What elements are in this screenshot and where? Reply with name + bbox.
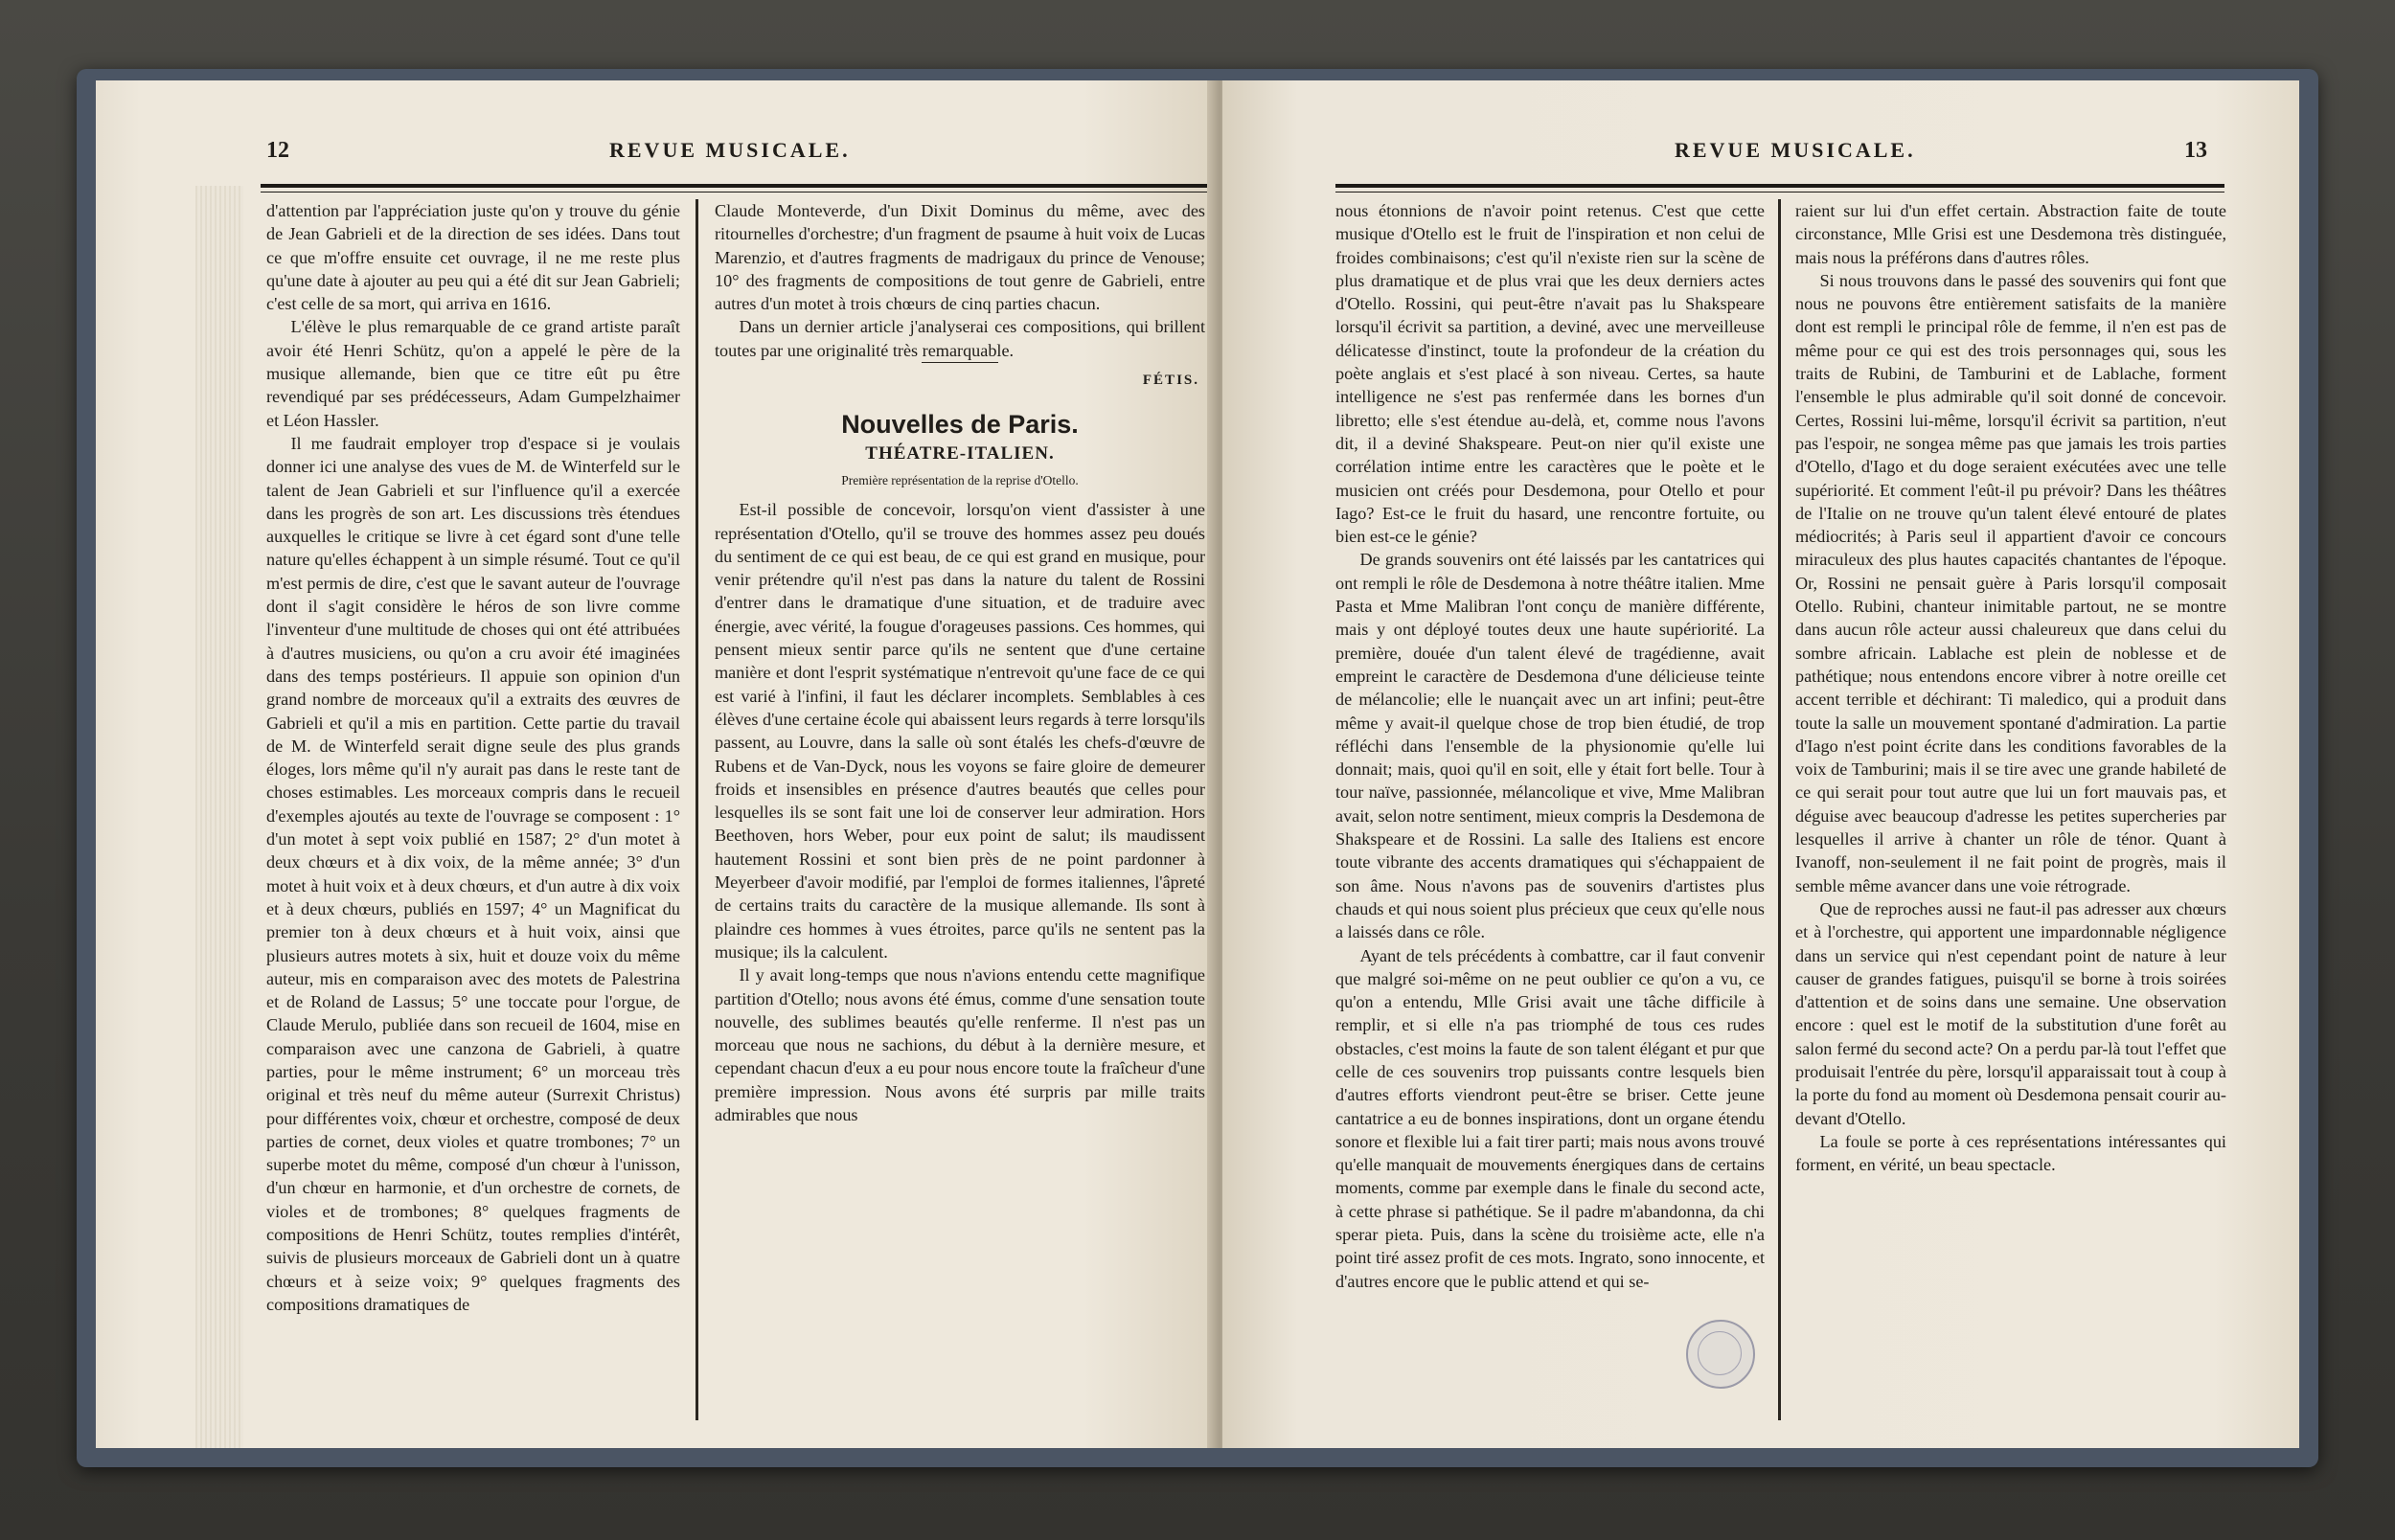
paragraph: Ayant de tels précédents à combattre, car il faut convenir que malgré soi-même on ne peut oublier ce qu'on a vu, ce qu'on a entendu, Mlle Grisi avait une tâche difficile à remplir, et si elle n'a pas triomphé de tous ces rudes obstacles, c'est moins la faute de son talent élégant et pur que celle de ces souvenirs trop puissants contre lesquels bien d'autres efforts viendront peut-être se briser. Cette jeune cantatrice a eu de bonnes inspirations, dont un organe étendu sonore et flexible lui a fait tirer parti; mais nous avons trouvé qu'elle manquait de mouvements énergiques dans de certains moments, comme par exemple dans le finale du second acte, à cette phrase si pathétique. Se il padre m'abandonna, da chi sperar pieta. Puis, dans la scène du troisième acte, elle n'a point tiré assez profit de ces mots. Ingrato, sono innocente, et d'autres encore que le public attend et qui se-: [1335, 945, 1765, 1291]
paragraph: Il y avait long-temps que nous n'avions entendu cette magnifique partition d'Otello; nous avons été émus, comme d'une sensation toute nouvelle, des sublimes beautés qu'elle renferme. Il n'est pas un morceau que nous ne sachions, du début à la dernière mesure, et cependant chacun d'eux a eu pour nous encore toute la fraîcheur d'une première impression. Nous avons été surpris par mille traits admirables que nous: [715, 965, 1205, 1124]
left-running-title: REVUE MUSICALE.: [609, 138, 851, 162]
left-page: [96, 80, 1217, 1448]
left-column-2: [715, 199, 1205, 1126]
paragraph: raient sur lui d'un effet certain. Abstraction faite de toute circonstance, Mlle Grisi est une Desdemona très distinguée, mais nous la préférons dans d'autres rôles.: [1795, 201, 2226, 267]
library-stamp: [1686, 1320, 1755, 1389]
left-column-1: [266, 199, 680, 1316]
right-column-rule: [1778, 199, 1781, 1420]
left-running-head: [96, 138, 1217, 176]
paragraph: La foule se porte à ces représentations intéressantes qui forment, en vérité, un beau spectacle.: [1795, 1131, 2226, 1175]
left-column-rule: [696, 199, 698, 1420]
section-subtitle: THÉATRE-ITALIEN.: [865, 442, 1055, 464]
paragraph: Si nous trouvons dans le passé des souvenirs qui font que nous ne pouvons être entièrement satisfaits de la manière dont est rempli le principal rôle de femme, il n'en est pas de même pour ce qui est des trois personnages qui, sous les traits de Rubini, de Tamburini et de Lablache, forment l'ensemble le plus admirable qu'il soit donné de concevoir. Certes, Rossini lui-même, lorsqu'il écrivit sa partition, n'eut pas l'espoir, ne songea même pas que jamais les trois parties d'Otello, d'Iago et du doge seraient exécutées avec une telle supériorité. Et comment l'eût-il pu prévoir? Dans les théâtres de l'Italie on ne trouve qu'un talent élevé entouré de plates médiocrités; à Paris seul il appartient d'avoir ce concours miraculeux des plus hautes capacités chantantes de l'époque. Or, Rossini ne pensait guère à Paris lorsqu'il composait Otello. Rubini, chanteur inimitable partout, ne se montre dans aucun rôle acteur aussi chaleureux que dans celui du sombre africain. Lablache est plein de noblesse et de pathétique; nous entendons encore vibrer à notre oreille cet accent terrible et déchirant: Ti maledico, qui a produit dans toute la salle un mouvement spontané d'admiration. La partie d'Iago n'est point écrite dans les conditions favorables de la voix de Tamburini; mais il se tire avec une grande habileté de ce qui serait pour tout autre que lui un fort mauvais pas, et déguise avec beaucoup d'adresse les petites supercheries par lesquelles il arrive à chanter un rôle de ténor. Quant à Ivanoff, non-seulement il ne fait point de progrès, mais il semble même avancer dans une voie rétrograde.: [1795, 270, 2226, 895]
paragraph: d'attention par l'appréciation juste qu'on y trouve du génie de Jean Gabrieli et de la direction de ses idées. Dans tout ce que m'offre ensuite cet ouvrage, il ne me reste plus qu'une date à ajouter au peu qui a été dit sur Jean Gabrieli; c'est celle de sa mort, qui arriva en 1616.: [266, 201, 680, 314]
paragraph: De grands souvenirs ont été laissés par les cantatrices qui ont rempli le rôle de Desdemona à notre théâtre italien. Mme Pasta et Mme Malibran l'ont conçu de manière différente, mais y ont déployé toutes deux une haute supériorité. La première, douée d'un talent élevé de tragédienne, avait empreint le caractère de Desdemona d'une délicieuse teinte de mélancolie; elle le nuançait avec un art infini; peut-être même y avait-il quelque chose de trop bien étudié, de trop réfléchi dans l'ensemble de la physionomie qu'elle lui donnait; mais, quoi qu'il en soit, elle y était fort belle. Tour à tour naïve, passionnée, mélancolique et vive, Mme Malibran avait, selon notre sentiment, mieux compris la Desdemona de Shakspeare et de Rossini. La salle des Italiens est encore toute vibrante des accents dramatiques qui s'échappaient de son âme. Nous n'avons pas de souvenirs d'artistes plus chauds et qui nous soient plus précieux que ceux qu'elle nous a laissés dans ce rôle.: [1335, 550, 1765, 942]
right-page: [1222, 80, 2299, 1448]
section-note: Première représentation de la reprise d'Otello.: [841, 472, 1079, 487]
paragraph: Il me faudrait employer trop d'espace si je voulais donner ici une analyse des vues de M. de Winterfeld sur le talent de Jean Gabrieli et sur l'influence qu'il a exercée dans les progrès de son art. Les discussions très étendues auxquelles le critique se livre à cet égard sont d'une telle nature qu'elles échappent à un simple résumé. Tout ce qu'il m'est permis de dire, c'est que le savant auteur de l'ouvrage dont il s'agit considère le héros de son livre comme l'inventeur d'une multitude de choses qui ont été attribuées à d'autres musiciens, ou qu'on a cru avoir été imaginées dans des temps postérieurs. Il appuie son opinion d'un grand nombre de morceaux qu'il a extraits des œuvres de Gabrieli et qu'il a mis en partition. Cette partie du travail de M. de Winterfeld serait digne seule des plus grands éloges, lors même qu'il n'y aurait pas dans le reste tant de choses estimables. Les morceaux compris dans le recueil d'exemples ajoutés au texte de l'ouvrage se composent : 1° d'un motet à sept voix publié en 1587; 2° d'un motet à deux chœurs et à dix voix, de la même année; 3° d'un motet à huit voix et à deux chœurs, et d'un autre à dix voix et à deux chœurs, publiés en 1597; 4° un Magnificat du premier ton à deux chœurs et à huit voix, ainsi que plusieurs autres motets à six, huit et douze voix du même auteur, mis en comparaison avec des motets de Palestrina et de Roland de Lassus; 5° une toccate pour l'orgue, de Claude Merulo, publiée dans son recueil de 1604, mise en comparaison avec une canzona de Gabrieli, à quatre parties, pour le même instrument; 6° un morceau très original et très neuf du même auteur (Surrexit Christus) pour différentes voix, chœur et orchestre, composé de deux parties de cornet, deux violes et quatre trombones; 7° un superbe motet du même, composé d'un chœur à l'unisson, d'un chœur en harmonie, et d'un orchestre de cornets, de violes et de trombones; 8° quelques fragments de compositions de Henri Schütz, toutes remplies d'intérêt, suivis de plusieurs morceaux de Gabrieli dont un à quatre chœurs et à seize voix; 9° quelques fragments des compositions dramatiques de: [266, 433, 680, 1314]
paragraph: Est-il possible de concevoir, lorsqu'on vient d'assister à une représentation d'Otello, qu'il se trouve des hommes assez peu doués du sentiment de ce qui est beau, de ce qui est grand en musique, pour venir prétendre qu'il n'est pas dans la nature du talent de Rossini d'entrer dans le dramatique d'une situation, et de traduire avec énergie, avec vérité, la fougue d'orageuses passions. Ces hommes, qui pensent mieux sentir parce qu'ils ne sentent que d'une certaine manière et dont l'esprit systématique n'entrevoit qu'une face de ce qui est varié à l'infini, il faut les déclarer incomplets. Semblables à ces élèves d'une certaine école qui abaissent leurs regards à terre lorsqu'ils passent, au Louvre, dans la salle où sont étalés les chefs-d'œuvre de Rubens et de Van-Dyck, nous les voyons se faire gloire de demeurer froids et insensibles en présence d'autres beautés que celles pour lesquelles ils se sont fait une loi de conserver leur admiration. Hors Beethoven, hors Weber, pour eux point de salut; ils maudissent hautement Rossini et sont bien près de ne point pardonner à Meyerbeer d'avoir modifié, par l'emploi de formes italiennes, l'âpreté de certains traits du caractère de la musique allemande. Ils sont à plaindre ces hommes à vues étroites, parce qu'ils ne sentent pas la musique; ils la calculent.: [715, 500, 1205, 962]
paragraph: Dans un dernier article j'analyserai ces compositions, qui brillent toutes par une originalité très remarquable.: [715, 317, 1205, 360]
left-page-number: 12: [266, 138, 289, 163]
divider: [922, 362, 998, 363]
right-column-1: [1335, 199, 1765, 1293]
page-edges: [195, 186, 243, 1448]
paragraph: nous étonnions de n'avoir point retenus. C'est que cette musique d'Otello est le fruit de l'inspiration et non celui de froides combinaisons; c'est qu'il n'existe rien sur la scène de plus dramatique et de plus vrai que les deux derniers actes d'Otello. Rossini, qui peut-être n'avait pas lu Shakspeare lorsqu'il écrivit sa partition, a deviné, avec une merveilleuse délicatesse d'instinct, toute la profondeur de la création du poète anglais et s'est placé à son niveau. Certes, sa haute intelligence ne s'est pas renfermée dans les bornes d'un libretto; elle s'est étendue au-delà, et, comme nous l'avons dit, il a deviné Shakspeare. Peut-on nier qu'il existe une corrélation intime entre les caractères que le poète et le musicien ont créés pour Desdemona, pour Otello et pour Iago? Est-ce le fruit du hasard, une rencontre fortuite, ou bien est-ce le génie?: [1335, 201, 1765, 547]
right-running-title: REVUE MUSICALE.: [1675, 138, 1916, 162]
right-page-number: 13: [2184, 138, 2207, 163]
right-column-2: [1795, 199, 2226, 1176]
paragraph: L'élève le plus remarquable de ce grand artiste paraît avoir été Henri Schütz, qu'on a appelé le père de la musique allemande, bien que ce titre eût pu être revendiqué par ses prédécesseurs, Adam Gumpelzhaimer et Léon Hassler.: [266, 317, 680, 430]
author-signature: FÉTIS.: [1142, 373, 1199, 389]
right-head-rule: [1335, 184, 2224, 188]
right-running-head: [1222, 138, 2299, 176]
paragraph: Que de reproches aussi ne faut-il pas adresser aux chœurs et à l'orchestre, qui apportent une impardonnable négligence dans un service qui n'est cependant point de nature à leur causer de grandes fatigues, puisqu'il se borne à trois soirées d'attention et de soins dans une semaine. Une observation encore : quel est le motif de la substitution d'une forêt au salon fermé du second acte? On a perdu par-là tout l'effet que produisait l'entrée du père, lorsqu'il apparaissait tout à coup à la porte du fond au moment où Desdemona pensait courir au-devant d'Otello.: [1795, 898, 2226, 1128]
left-head-rule: [261, 184, 1211, 188]
section-title: Nouvelles de Paris.: [841, 410, 1079, 440]
paragraph: Claude Monteverde, d'un Dixit Dominus du même, avec des ritournelles d'orchestre; d'un fragment de psaume à huit voix de Lucas Marenzio, et d'autres fragments de madrigaux du prince de Venouse; 10° des fragments de compositions de tout genre de Gabrieli, entre autres d'un motet à trois chœurs de cinq parties chacun.: [715, 201, 1205, 314]
